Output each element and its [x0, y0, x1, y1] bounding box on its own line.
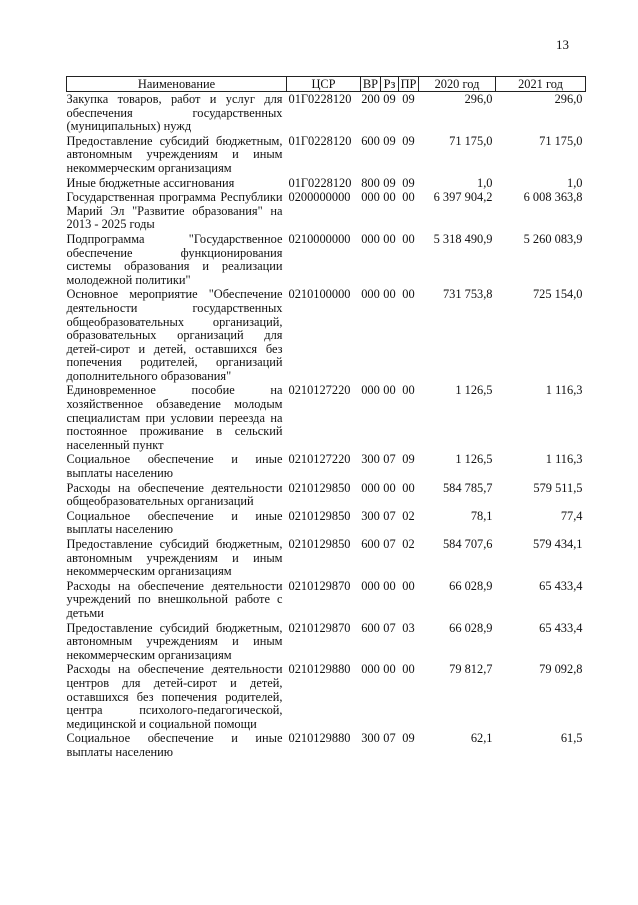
- table-row: [67, 176, 586, 191]
- cell-csr: 0210127220: [288, 452, 351, 467]
- cell-2021: 1 116,3: [545, 452, 583, 467]
- cell-csr: 0210129870: [288, 578, 351, 593]
- cell-name: Предоставление субсидий бюджетным, автономным учреждениям и иным некоммерческим организациям: [66, 537, 283, 579]
- cell-2020: 584 785,7: [442, 480, 493, 495]
- cell-2020: 1 126,5: [455, 452, 493, 467]
- cell-2020: 66 028,9: [449, 578, 493, 593]
- cell-name: Единовременное пособие на хозяйственное обзаведение молодым специалистам при условии переезда на постоянное проживание в сельский населенный пункт: [66, 383, 283, 452]
- cell-pr: 02: [402, 508, 415, 523]
- cell-rz: 00: [383, 480, 396, 495]
- cell-csr: 0210129880: [288, 731, 351, 746]
- cell-2020: 62,1: [470, 731, 493, 746]
- cell-csr: 0210129870: [288, 620, 351, 635]
- cell-rz: 09: [383, 175, 396, 190]
- cell-pr: 00: [402, 190, 415, 205]
- cell-2021: 579 434,1: [532, 537, 583, 551]
- cell-name: Основное мероприятие "Обеспечение деятельности государственных общеобразовательных организаций, образовательных организаций для детей-сирот и детей, оставшихся без попечения родителей, организаций дополнительного образования": [66, 287, 283, 383]
- cell-2021: 77,4: [560, 508, 583, 523]
- cell-2021: 71 175,0: [539, 133, 583, 148]
- cell-rz: 00: [383, 231, 396, 246]
- header-2021: 2021 год: [496, 77, 586, 92]
- cell-name: Расходы на обеспечение деятельности общеобразовательных организаций: [66, 480, 283, 509]
- table-row: [67, 731, 586, 759]
- cell-2020: 731 753,8: [442, 287, 493, 302]
- cell-rz: 09: [383, 92, 396, 106]
- cell-pr: 00: [402, 662, 415, 677]
- cell-2020: 584 707,6: [442, 537, 493, 551]
- table-row: [67, 190, 586, 232]
- cell-pr: 09: [402, 92, 415, 106]
- cell-name: Закупка товаров, работ и услуг для обеспечения государственных (муниципальных) нужд: [66, 92, 283, 134]
- cell-vr: 600: [361, 620, 380, 635]
- cell-vr: 000: [361, 662, 380, 677]
- cell-pr: 00: [402, 480, 415, 495]
- page-number: 13: [556, 37, 569, 52]
- cell-2020: 71 175,0: [449, 133, 493, 148]
- cell-2020: 1 126,5: [455, 383, 493, 398]
- cell-pr: 09: [402, 133, 415, 148]
- cell-pr: 00: [402, 287, 415, 302]
- cell-2020: 79 812,7: [449, 662, 493, 677]
- cell-pr: 00: [402, 231, 415, 246]
- header-vr: ВР: [361, 77, 381, 92]
- cell-name: Расходы на обеспечение деятельности учреждений по внешкольной работе с детьми: [66, 578, 283, 620]
- cell-pr: 09: [402, 452, 415, 467]
- cell-2021: 725 154,0: [532, 287, 583, 302]
- cell-2021: 6 008 363,8: [523, 190, 583, 205]
- cell-vr: 800: [361, 175, 380, 190]
- cell-rz: 07: [383, 620, 396, 635]
- cell-2020: 296,0: [464, 92, 493, 106]
- table-row: [67, 662, 586, 731]
- table-row: [67, 452, 586, 480]
- cell-pr: 00: [402, 383, 415, 398]
- table-row: [67, 481, 586, 509]
- cell-pr: 03: [402, 620, 415, 635]
- cell-2021: 1,0: [567, 175, 583, 190]
- table-row: [67, 92, 586, 134]
- table-row: [67, 537, 586, 579]
- cell-2021: 79 092,8: [539, 662, 583, 677]
- cell-rz: 09: [383, 133, 396, 148]
- cell-2021: 579 511,5: [533, 480, 583, 495]
- table-row: [67, 579, 586, 621]
- cell-vr: 300: [361, 452, 380, 467]
- table-row: [67, 134, 586, 176]
- cell-csr: 0210129880: [288, 662, 351, 677]
- cell-csr: 0210100000: [288, 287, 351, 302]
- cell-rz: 00: [383, 662, 396, 677]
- cell-vr: 000: [361, 287, 380, 302]
- cell-rz: 07: [383, 452, 396, 467]
- cell-name: Расходы на обеспечение деятельности центров для детей-сирот и детей, оставшихся без попечения родителей, центра психолого-педагогической, медицинской и социальной помощи: [66, 662, 283, 731]
- cell-pr: 00: [402, 578, 415, 593]
- cell-2020: 66 028,9: [449, 620, 493, 635]
- cell-2021: 65 433,4: [539, 578, 583, 593]
- cell-rz: 00: [383, 578, 396, 593]
- cell-vr: 600: [361, 133, 380, 148]
- cell-vr: 200: [361, 92, 380, 106]
- cell-vr: 300: [361, 508, 380, 523]
- cell-vr: 000: [361, 480, 380, 495]
- table-row: [67, 383, 586, 452]
- cell-name: Подпрограмма "Государственное обеспечение функционирования системы образования и реализации молодежной политики": [66, 231, 283, 287]
- cell-2020: 6 397 904,2: [433, 190, 493, 205]
- cell-csr: 0210000000: [288, 231, 351, 246]
- cell-2021: 296,0: [554, 92, 583, 106]
- cell-rz: 07: [383, 537, 396, 551]
- cell-csr: 01Г0228120: [288, 133, 352, 148]
- cell-2021: 1 116,3: [545, 383, 583, 398]
- cell-csr: 0210129850: [288, 480, 351, 495]
- cell-csr: 0210129850: [288, 537, 351, 551]
- cell-rz: 00: [383, 383, 396, 398]
- cell-name: Предоставление субсидий бюджетным, автономным учреждениям и иным некоммерческим организациям: [66, 133, 283, 175]
- cell-vr: 600: [361, 537, 380, 551]
- table-row: [67, 232, 586, 287]
- cell-vr: 000: [361, 383, 380, 398]
- cell-name: Социальное обеспечение и иные выплаты населению: [66, 731, 283, 759]
- cell-name: Государственная программа Республики Марий Эл "Развитие образования" на 2013 - 2025 годы: [66, 190, 283, 232]
- cell-rz: 07: [383, 731, 396, 746]
- cell-vr: 000: [361, 190, 380, 205]
- cell-csr: 01Г0228120: [288, 92, 352, 106]
- cell-pr: 09: [402, 731, 415, 746]
- header-name: Наименование: [67, 77, 287, 92]
- cell-name: Социальное обеспечение и иные выплаты населению: [66, 452, 283, 481]
- table-row: [67, 509, 586, 537]
- table-header: [67, 77, 586, 92]
- table-body: [67, 92, 586, 760]
- cell-2020: 1,0: [477, 175, 493, 190]
- cell-rz: 07: [383, 508, 396, 523]
- cell-pr: 09: [402, 175, 415, 190]
- cell-2021: 5 260 083,9: [523, 231, 583, 246]
- table-row: [67, 621, 586, 663]
- header-pr: ПР: [399, 77, 419, 92]
- cell-csr: 0210127220: [288, 383, 351, 398]
- cell-vr: 000: [361, 231, 380, 246]
- cell-rz: 00: [383, 287, 396, 302]
- cell-name: Предоставление субсидий бюджетным, автономным учреждениям и иным некоммерческим организациям: [66, 620, 283, 662]
- header-2020: 2020 год: [419, 77, 496, 92]
- cell-csr: 0210129850: [288, 508, 351, 523]
- cell-2021: 65 433,4: [539, 620, 583, 635]
- cell-name: Социальное обеспечение и иные выплаты населению: [66, 508, 283, 537]
- header-rz: Рз: [381, 77, 399, 92]
- cell-csr: 01Г0228120: [288, 175, 352, 190]
- header-csr: ЦСР: [287, 77, 361, 92]
- cell-name: Иные бюджетные ассигнования: [66, 175, 235, 190]
- cell-csr: 0200000000: [288, 190, 351, 205]
- cell-rz: 00: [383, 190, 396, 205]
- cell-vr: 000: [361, 578, 380, 593]
- cell-2020: 5 318 490,9: [433, 231, 493, 246]
- table-row: [67, 287, 586, 383]
- cell-pr: 02: [402, 537, 415, 551]
- cell-vr: 300: [361, 731, 380, 746]
- cell-2020: 78,1: [470, 508, 493, 523]
- cell-2021: 61,5: [560, 731, 583, 746]
- budget-table: [66, 76, 586, 760]
